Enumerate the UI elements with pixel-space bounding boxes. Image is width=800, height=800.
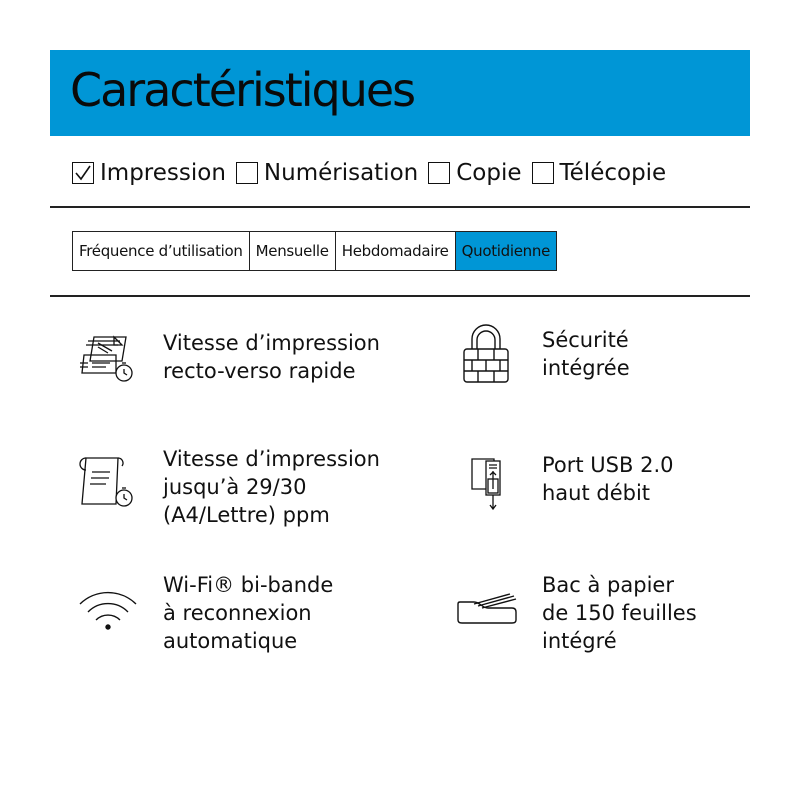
feature-line: Bac à papier <box>542 573 674 597</box>
function-label: Copie <box>456 160 522 186</box>
feature-line: (A4/Lettre) ppm <box>163 503 330 527</box>
usage-option-mensuelle: Mensuelle <box>250 232 336 270</box>
usage-option-hebdomadaire: Hebdomadaire <box>336 232 456 270</box>
feature-line: Wi-Fi® bi-bande <box>163 573 334 597</box>
checkbox-checked[interactable] <box>72 162 94 184</box>
feature-line: jusqu’à 29/30 <box>163 475 307 499</box>
function-label: Impression <box>100 160 226 186</box>
feature-line: haut débit <box>542 481 651 505</box>
feature-line: à reconnexion <box>163 601 312 625</box>
duplex-print-speed-icon <box>78 333 138 389</box>
paper-tray-icon <box>454 590 520 630</box>
usage-option-quotidienne: Quotidienne <box>456 232 556 270</box>
feature-duplex-speed <box>163 329 380 385</box>
divider <box>50 295 750 297</box>
feature-security <box>542 326 630 382</box>
page-title: Caractéristiques <box>70 63 415 117</box>
feature-line: Port USB 2.0 <box>542 453 674 477</box>
feature-line: Vitesse d’impression <box>163 331 380 355</box>
feature-tray <box>542 571 697 655</box>
function-copie[interactable] <box>428 160 521 186</box>
wifi-icon <box>76 590 140 636</box>
checkbox-unchecked[interactable] <box>532 162 554 184</box>
function-label: Numérisation <box>263 160 419 186</box>
function-telecopie[interactable] <box>532 160 667 186</box>
function-numerisation[interactable] <box>236 160 418 186</box>
feature-wifi <box>163 571 333 655</box>
feature-line: de 150 feuilles <box>542 601 697 625</box>
feature-line: Vitesse d’impression <box>163 447 380 471</box>
feature-usb <box>542 451 674 507</box>
feature-line: intégré <box>542 629 617 653</box>
usage-frequency-label: Fréquence d’utilisation <box>73 232 250 270</box>
header-banner <box>50 50 750 136</box>
checkbox-unchecked[interactable] <box>236 162 258 184</box>
usb-icon <box>470 455 510 517</box>
feature-line: recto-verso rapide <box>163 359 356 383</box>
checkbox-unchecked[interactable] <box>428 162 450 184</box>
divider <box>50 206 750 208</box>
feature-line: automatique <box>163 629 298 653</box>
usage-frequency-table <box>72 231 557 271</box>
feature-print-speed <box>163 445 380 529</box>
feature-line: Sécurité <box>542 328 629 352</box>
feature-line: intégrée <box>542 356 630 380</box>
function-checklist <box>72 156 676 190</box>
print-speed-icon <box>78 452 138 516</box>
function-label: Télécopie <box>559 160 667 186</box>
lock-icon <box>460 323 512 389</box>
function-impression[interactable] <box>72 160 226 186</box>
